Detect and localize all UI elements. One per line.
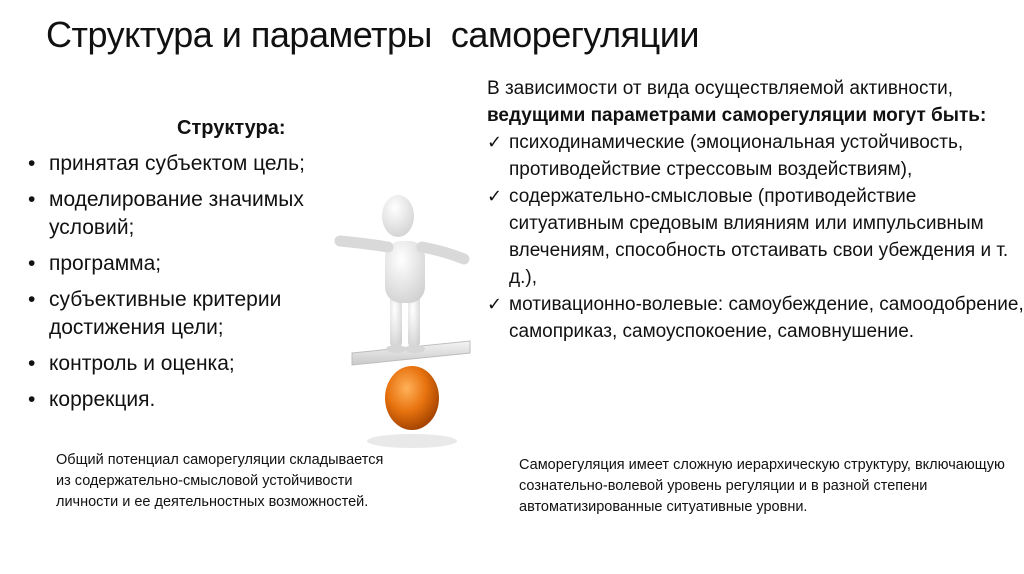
checkmark-icon: ✓ bbox=[487, 294, 503, 314]
bullet-icon: • bbox=[28, 388, 36, 411]
structure-item bbox=[28, 250, 348, 278]
structure-item bbox=[28, 186, 348, 242]
structure-item-text: коррекция. bbox=[49, 388, 156, 411]
balancing-figure-icon bbox=[332, 183, 472, 453]
structure-item bbox=[28, 286, 348, 342]
balancing-figure-illustration bbox=[332, 183, 472, 453]
structure-heading: Структура: bbox=[177, 117, 286, 139]
structure-item-text: субъективные критерии достижения цели; bbox=[49, 288, 282, 339]
parameter-item bbox=[487, 291, 1024, 345]
bullet-icon: • bbox=[28, 188, 36, 211]
structure-item-text: программа; bbox=[49, 252, 162, 275]
parameter-item-text: психодинамические (эмоциональная устойчивость, противодействие стрессовым воздействиям), bbox=[509, 132, 964, 180]
parameter-item-text: мотивационно-волевые: самоубеждение, самоодобрение, самоприказ, самоуспокоение, самовнушение. bbox=[509, 294, 1024, 342]
parameter-item bbox=[487, 129, 1024, 183]
structure-item-text: контроль и оценка; bbox=[49, 352, 235, 375]
parameter-item bbox=[487, 183, 1024, 291]
checkmark-icon: ✓ bbox=[487, 186, 503, 206]
structure-item bbox=[28, 150, 348, 178]
parameter-item-text: содержательно-смысловые (противодействие ситуативным средовым влияниям или импульсивным влечениям, способность отстаивать свои убеждения и т. д.), bbox=[509, 186, 1009, 288]
parameters-intro bbox=[487, 75, 1024, 129]
structure-item bbox=[28, 350, 348, 378]
left-note: Общий потенциал саморегуляции складывается из содержательно-смысловой устойчивости личности и ее деятельностных возможностей. bbox=[56, 452, 384, 510]
slide-title: Структура и параметры саморегуляции bbox=[46, 14, 699, 55]
structure-item bbox=[28, 386, 348, 414]
parameters-section bbox=[487, 75, 1024, 345]
right-note: Саморегуляция имеет сложную иерархическую структуру, включающую сознательно-волевой уровень регуляции и в разной степени автоматизированные ситуативные уровни. bbox=[519, 457, 1005, 515]
parameters-list bbox=[487, 129, 1024, 345]
parameters-intro-bold: ведущими параметрами саморегуляции могут быть: bbox=[487, 105, 987, 126]
structure-item-text: принятая субъектом цель; bbox=[49, 152, 305, 175]
structure-item-text: моделирование значимых условий; bbox=[49, 188, 304, 239]
bullet-icon: • bbox=[28, 352, 36, 375]
parameters-intro-text: В зависимости от вида осуществляемой активности, bbox=[487, 78, 954, 99]
bullet-icon: • bbox=[28, 152, 36, 175]
bullet-icon: • bbox=[28, 288, 36, 311]
structure-list bbox=[28, 150, 348, 422]
checkmark-icon: ✓ bbox=[487, 132, 503, 152]
bullet-icon: • bbox=[28, 252, 36, 275]
